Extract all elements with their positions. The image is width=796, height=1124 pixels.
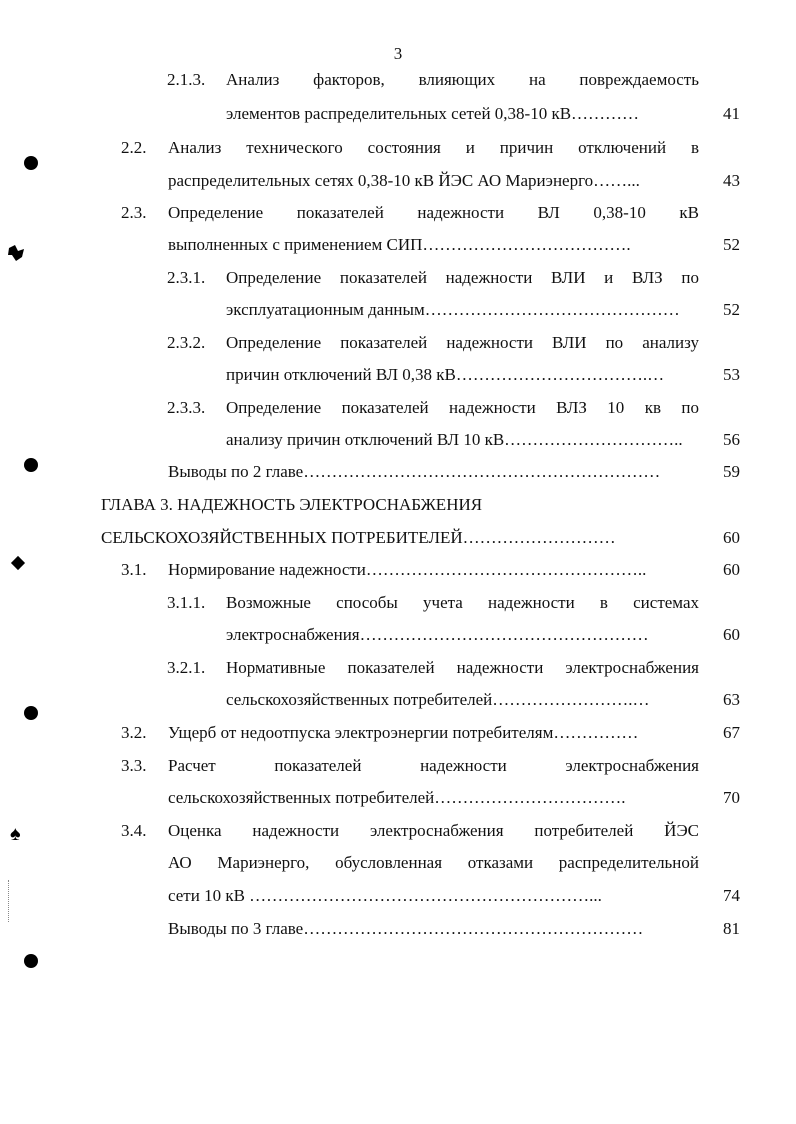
toc-entry-number: 2.1.3. <box>167 70 206 89</box>
toc-entry-number: 3.4. <box>121 821 147 840</box>
toc-entry-number: 2.3.1. <box>167 268 206 287</box>
punch-hole-mark <box>24 706 38 720</box>
toc-entry-page: 59 <box>723 462 740 481</box>
toc-entry-title: эксплуатационным данным……………………………………… <box>226 300 680 319</box>
spade-mark: ♠ <box>10 823 21 845</box>
toc-entry-title: сельскохозяйственных потребителей…………………….… <box>226 690 650 709</box>
toc-entry-number: 3.1.1. <box>167 593 206 612</box>
toc-entry-page: 81 <box>723 919 740 938</box>
toc-entry-number: 2.3.3. <box>167 398 206 417</box>
toc-entry-title: причин отключений ВЛ 0,38 кВ…………………………….… <box>226 365 665 384</box>
diamond-mark <box>11 556 25 570</box>
toc-entry-title: анализу причин отключений ВЛ 10 кВ………………………….. <box>226 430 683 449</box>
toc-entry-title: Выводы по 2 главе……………………………………………………… <box>168 462 661 481</box>
toc-entry-page: 63 <box>723 690 740 709</box>
toc-entry-page: 56 <box>723 430 740 449</box>
toc-entry-title: Оценка надежности электроснабжения потребителей ЙЭС <box>168 821 699 840</box>
toc-entry-title: распределительных сетях 0,38-10 кВ ЙЭС АО Мариэнерго……... <box>168 171 640 190</box>
toc-entry-page: 41 <box>723 104 740 123</box>
toc-entry-title: Возможные способы учета надежности в системах <box>226 593 699 612</box>
toc-entry-page: 52 <box>723 235 740 254</box>
toc-entry-title: Ущерб от недоотпуска электроэнергии потребителям…………… <box>168 723 639 742</box>
toc-entry-page: 70 <box>723 788 740 807</box>
toc-entry-title: Расчет показателей надежности электроснабжения <box>168 756 699 775</box>
toc-entry-page: 60 <box>723 528 740 547</box>
toc-entry-page: 67 <box>723 723 740 742</box>
toc-entry-title: Нормативные показателей надежности электроснабжения <box>226 658 699 677</box>
toc-entry-number: 3.3. <box>121 756 147 775</box>
toc-entry-title: электроснабжения…………………………………………… <box>226 625 649 644</box>
toc-entry-title: Определение показателей надежности ВЛИ по анализу <box>226 333 699 352</box>
toc-entry-title: Определение показателей надежности ВЛИ и ВЛЗ по <box>226 268 699 287</box>
toc-entry-title: элементов распределительных сетей 0,38-10 кВ………… <box>226 104 640 123</box>
toc-entry-page: 60 <box>723 625 740 644</box>
punch-hole-mark <box>24 954 38 968</box>
toc-entry-page: 74 <box>723 886 740 905</box>
toc-entry-title: сельскохозяйственных потребителей……………………………. <box>168 788 626 807</box>
toc-entry-title: Анализ факторов, влияющих на повреждаемость <box>226 70 699 89</box>
toc-entry-number: 3.2. <box>121 723 147 742</box>
toc-entry-number: 2.3. <box>121 203 147 222</box>
toc-chapter-title: ГЛАВА 3. НАДЕЖНОСТЬ ЭЛЕКТРОСНАБЖЕНИЯ <box>101 495 483 514</box>
margin-line <box>8 880 10 922</box>
punch-hole-mark <box>24 458 38 472</box>
toc-entry-title: Нормирование надежности………………………………………….. <box>168 560 647 579</box>
toc-entry-page: 43 <box>723 171 740 190</box>
toc-entry-title: Определение показателей надежности ВЛЗ 10 кв по <box>226 398 699 417</box>
toc-entry-number: 2.2. <box>121 138 147 157</box>
toc-entry-title: АО Мариэнерго, обусловленная отказами распределительной <box>168 853 699 872</box>
toc-entry-title: Определение показателей надежности ВЛ 0,38-10 кВ <box>168 203 699 222</box>
toc-entry-number: 3.1. <box>121 560 147 579</box>
toc-chapter-title: СЕЛЬСКОХОЗЯЙСТВЕННЫХ ПОТРЕБИТЕЛЕЙ……………………… <box>101 528 616 547</box>
page-number: 3 <box>393 44 403 63</box>
punch-hole-mark <box>24 156 38 170</box>
toc-entry-number: 2.3.2. <box>167 333 206 352</box>
toc-entry-page: 53 <box>723 365 740 384</box>
toc-entry-page: 52 <box>723 300 740 319</box>
toc-entry-title: сети 10 кВ ……………………………………………………... <box>168 886 602 905</box>
toc-entry-number: 3.2.1. <box>167 658 206 677</box>
toc-entry-title: Анализ технического состояния и причин отключений в <box>168 138 699 157</box>
toc-entry-page: 60 <box>723 560 740 579</box>
ink-smudge-mark <box>6 243 28 263</box>
toc-entry-title: Выводы по 3 главе…………………………………………………… <box>168 919 644 938</box>
toc-entry-title: выполненных с применением СИП………………………………. <box>168 235 631 254</box>
